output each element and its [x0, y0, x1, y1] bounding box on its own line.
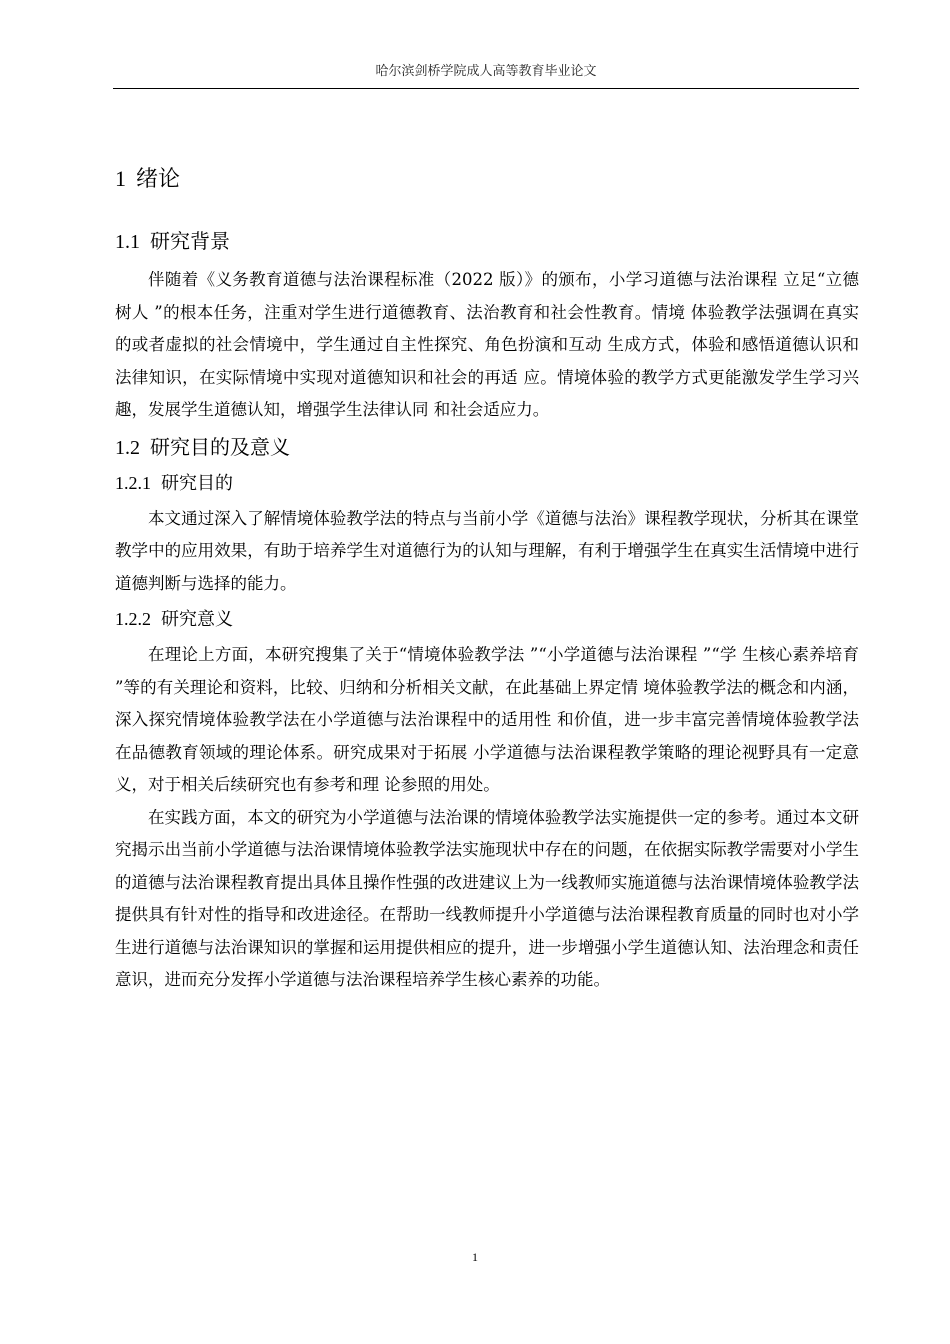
subsection-title: 研究意义	[161, 609, 233, 630]
subsection-title: 研究目的	[161, 472, 233, 494]
section-number: 1.1	[115, 231, 140, 253]
chapter-title: 绪论	[136, 167, 181, 192]
page-header: 哈尔滨剑桥学院成人高等教育毕业论文	[375, 64, 597, 79]
paragraph-significance-practice: 在实践方面，本文的研究为小学道德与法治课的情境体验教学法实施提供一定的参考。通过本文研究揭示出当前小学道德与法治课情境体验教学法实施现状中存在的问题，在依据实际教学需要对小学生的道德与法治课程教育提出具体且操作性强的改进建议上为一线教师实施道德与法治课情境体验教学法提供具有针对性的指导和改进途径。在帮助一线教师提升小学道德与法治课程教育质量的同时也对小学生进行道德与法治课知识的掌握和运用提供相应的提升，进一步增强小学生道德认知、法治理念和责任意识，进而充分发挥小学道德与法治课程培养学生核心素养的功能。	[115, 807, 859, 989]
page-number: 1	[472, 1250, 478, 1264]
subsection-number: 1.2.1	[115, 472, 151, 493]
chapter-heading	[115, 164, 859, 195]
chapter-number: 1	[115, 166, 126, 191]
section-heading-1-1	[115, 227, 859, 256]
paragraph-background: 伴随着《义务教育道德与法治课程标准（2022 版）》的颁布，小学习道德与法治课程 立足“立德树人 ”的根本任务，注重对学生进行道德教育、法治教育和社会性教育。情境 体验教学法强调在真实的或者虚拟的社会情境中，学生通过自主性探究、角色扮演和互动 生成方式，体验和感悟道德认识和法律知识，在实际情境中实现对道德知识和社会的再适 应。情境体验的教学方式更能激发学生学习兴趣，发展学生道德认知，增强学生法律认同 和社会适应力。	[115, 270, 859, 419]
section-number: 1.2	[115, 436, 140, 459]
section-title: 研究背景	[150, 229, 230, 253]
subsection-heading-1-2-1	[115, 470, 859, 497]
header-divider	[113, 88, 859, 89]
subsection-number: 1.2.2	[115, 609, 151, 629]
section-heading-1-2	[115, 433, 859, 462]
paragraph-significance-theory: 在理论上方面，本研究搜集了关于“情境体验教学法 ”“小学道德与法治课程 ”“学 生核心素养培育 ”等的有关理论和资料，比较、归纳和分析相关文献，在此基础上界定情 境体验教学法的概念和内涵，深入探究情境体验教学法在小学道德与法治课程中的适用性 和价值，进一步丰富完善情境体验教学法在品德教育领域的理论体系。研究成果对于拓展 小学道德与法治课程教学策略的理论视野具有一定意义，对于相关后续研究也有参考和理 论参照的用处。	[115, 645, 859, 794]
section-title: 研究目的及意义	[150, 434, 290, 459]
subsection-heading-1-2-2	[115, 606, 859, 633]
paragraph-purpose: 本文通过深入了解情境体验教学法的特点与当前小学《道德与法治》课程教学现状，分析其在课堂教学中的应用效果，有助于培养学生对道德行为的认知与理解，有利于增强学生在真实生活情境中进行道德判断与选择的能力。	[115, 508, 859, 593]
document-body	[115, 150, 859, 997]
